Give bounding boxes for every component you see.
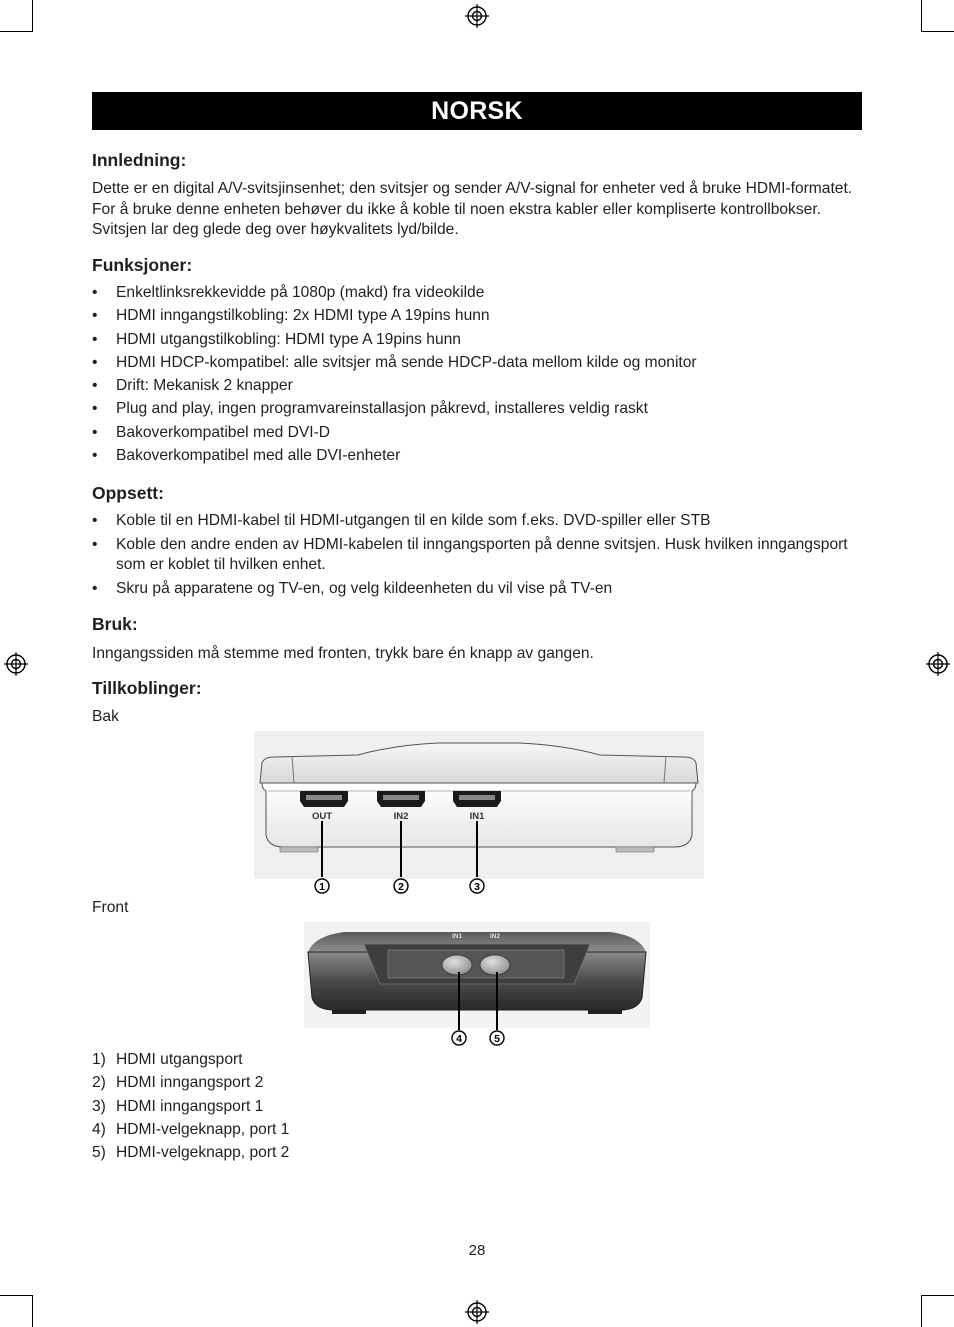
hdmi-port-in1-icon: [453, 791, 501, 807]
list-item: 3) HDMI inngangsport 1: [92, 1097, 264, 1115]
list-item: 5) HDMI-velgeknapp, port 2: [92, 1144, 290, 1162]
selector-button-1-icon: [442, 955, 472, 975]
list-item: • Koble til en HDMI-kabel til HDMI-utgangen til en kilde som f.eks. DVD-spiller eller STB: [92, 511, 862, 532]
usage-heading: Bruk:: [92, 614, 138, 634]
list-item: • Plug and play, ingen programvareinstallasjon påkrevd, installeres veldig raskt: [92, 399, 862, 422]
list-item: 4) HDMI-velgeknapp, port 1: [92, 1120, 290, 1138]
language-banner: NORSK: [92, 92, 862, 130]
front-label: Front: [92, 899, 129, 916]
list-item: • HDMI HDCP-kompatibel: alle svitsjer må sende HDCP-data mellom kilde og monitor: [92, 353, 862, 376]
list-item: • Drift: Mekanisk 2 knapper: [92, 376, 862, 399]
back-label: Bak: [92, 708, 119, 725]
setup-heading: Oppsett:: [92, 483, 164, 503]
list-item: • Skru på apparatene og TV-en, og velg kildeenheten du vil vise på TV-en: [92, 579, 862, 600]
features-list: [92, 283, 862, 469]
list-item: • Enkeltlinksrekkevidde på 1080p (makd) fra videokilde: [92, 283, 862, 306]
list-item: 2) HDMI inngangsport 2: [92, 1074, 264, 1092]
list-item: • Bakoverkompatibel med alle DVI-enheter: [92, 446, 862, 469]
back-panel-illustration: [254, 731, 704, 897]
setup-list: [92, 511, 862, 602]
callout-3: 3: [474, 881, 480, 893]
registration-mark-icon: [464, 3, 490, 29]
button-label-in1: IN1: [451, 933, 463, 940]
legend-list: [92, 1050, 289, 1166]
callout-5: 5: [494, 1033, 500, 1045]
features-heading: Funksjoner:: [92, 255, 193, 275]
callout-1: 1: [319, 881, 325, 893]
connections-heading: Tillkoblinger:: [92, 678, 202, 698]
usage-text: Inngangssiden må stemme med fronten, trykk bare én knapp av gangen.: [92, 645, 594, 662]
registration-mark-icon: [3, 651, 29, 677]
list-item: 1) HDMI utgangsport: [92, 1051, 243, 1068]
list-item: • Bakoverkompatibel med DVI-D: [92, 423, 862, 446]
selector-button-2-icon: [480, 955, 510, 975]
callout-4: 4: [456, 1033, 462, 1045]
list-item: • HDMI utgangstilkobling: HDMI type A 19pins hunn: [92, 330, 862, 353]
button-label-in2: IN2: [489, 933, 501, 940]
registration-mark-icon: [925, 651, 951, 677]
port-label-in2: IN2: [393, 811, 409, 822]
hdmi-port-out-icon: [300, 791, 348, 807]
list-item: • HDMI inngangstilkobling: 2x HDMI type A 19pins hunn: [92, 306, 862, 329]
intro-text: Dette er en digital A/V-svitsjinsenhet; den svitsjer og sender A/V-signal for enheter ved å bruke HDMI-formatet. For å bruke denne enheten behøver du ikke å koble til noen ekstra kabler eller kompliserte kontrollbokser. Svitsjen lar deg glede deg over høykvalitets lyd/bilde.: [92, 180, 853, 238]
intro-heading: Innledning:: [92, 150, 187, 170]
front-panel-illustration: [304, 922, 650, 1048]
page-number: 28: [468, 1242, 486, 1259]
registration-mark-icon: [464, 1299, 490, 1325]
port-label-in1: IN1: [469, 811, 485, 822]
list-item: • Koble den andre enden av HDMI-kabelen til inngangsporten på denne svitsjen. Husk hvilken inngangsport som er koblet til hvilken enhet.: [92, 535, 862, 576]
port-label-out: OUT: [311, 811, 333, 822]
hdmi-port-in2-icon: [377, 791, 425, 807]
callout-2: 2: [398, 881, 404, 893]
